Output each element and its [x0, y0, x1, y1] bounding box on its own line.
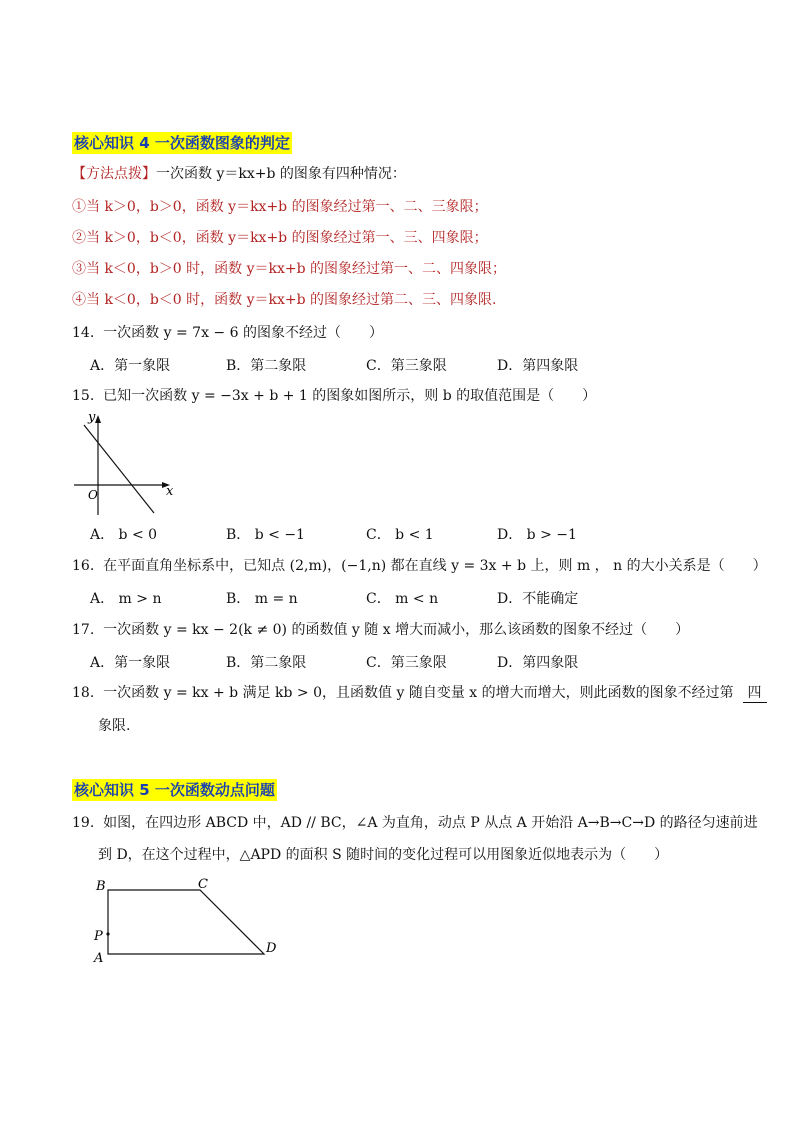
x-axis-label: x	[166, 484, 174, 499]
method-case-4: ④当 k＜0，b＜0 时，函数 y＝kx+b 的图象经过第二、三、四象限.	[72, 292, 497, 308]
question-number: 15.	[72, 388, 95, 404]
q15-option-c[interactable]: C． b < 1	[366, 527, 434, 543]
method-case-3: ③当 k＜0，b＞0 时，函数 y＝kx+b 的图象经过第一、二、四象限；	[72, 261, 507, 277]
method-case-2: ②当 k＞0，b＜0，函数 y＝kx+b 的图象经过第一、三、四象限；	[72, 230, 488, 246]
q17-option-d[interactable]: D．第四象限	[497, 655, 579, 671]
q17-option-c[interactable]: C．第三象限	[366, 655, 447, 671]
section-heading-4: 核心知识 4 一次函数图象的判定	[74, 134, 290, 152]
y-axis-label: y	[88, 410, 96, 425]
question-text: 一次函数 y = 7x − 6 的图象不经过（ ）	[103, 325, 383, 341]
question-number: 17.	[72, 622, 95, 638]
question-19	[72, 814, 758, 832]
question-number: 14.	[72, 325, 95, 341]
question-18	[72, 684, 767, 703]
q14-option-c[interactable]: C．第三象限	[366, 358, 447, 374]
question-text: 一次函数 y = kx − 2(k ≠ 0) 的函数值 y 随 x 增大而减小，那么该函数的图象不经过（ ）	[103, 622, 690, 638]
question-number: 19.	[72, 815, 95, 831]
question-text: 已知一次函数 y = −3x + b + 1 的图象如图所示，则 b 的取值范围是（ ）	[103, 388, 597, 404]
q16-option-b[interactable]: B． m = n	[226, 591, 298, 607]
label-d: D	[266, 941, 277, 956]
trapezoid-abcd	[108, 890, 264, 954]
method-case-1: ①当 k＞0，b＞0，函数 y＝kx+b 的图象经过第一、二、三象限；	[72, 199, 488, 215]
q14-option-b[interactable]: B．第二象限	[226, 358, 307, 374]
question-text: 在平面直角坐标系中，已知点 (2,m)，(−1,n) 都在直线 y = 3x + b 上，则 m ， n 的大小关系是（ ）	[103, 558, 767, 574]
question-18-line2: 象限.	[98, 718, 131, 734]
q16-option-c[interactable]: C． m < n	[366, 591, 439, 607]
label-p: P	[94, 929, 103, 944]
question-16	[72, 557, 767, 575]
q17-option-a[interactable]: A．第一象限	[90, 655, 171, 671]
question-14	[72, 324, 383, 342]
section-heading-5: 核心知识 5 一次函数动点问题	[74, 781, 275, 799]
q19-figure	[88, 874, 288, 966]
q16-option-d[interactable]: D．不能确定	[497, 591, 579, 607]
method-intro-text: 一次函数 y＝kx+b 的图象有四种情况：	[156, 166, 406, 182]
q15-option-d[interactable]: D． b > −1	[497, 527, 577, 543]
q15-option-b[interactable]: B． b < −1	[226, 527, 305, 543]
q15-option-a[interactable]: A． b < 0	[90, 527, 158, 543]
question-15	[72, 387, 596, 405]
question-number: 18.	[72, 685, 95, 701]
point-p	[106, 932, 109, 935]
y-axis-arrow	[95, 415, 101, 423]
question-19-line2: 到 D，在这个过程中，△APD 的面积 S 随时间的变化过程可以用图象近似地表示为（ ）	[98, 847, 669, 863]
method-tag: 【方法点拨】	[72, 166, 156, 182]
q14-option-d[interactable]: D．第四象限	[497, 358, 579, 374]
question-number: 16.	[72, 558, 95, 574]
method-intro	[72, 165, 406, 183]
question-text: 一次函数 y = kx + b 满足 kb > 0，且函数值 y 随自变量 x 的增大而增大，则此函数的图象不经过第	[103, 685, 734, 701]
q17-option-b[interactable]: B．第二象限	[226, 655, 307, 671]
q15-graph	[68, 405, 188, 520]
answer-blank[interactable]: 四	[743, 684, 767, 703]
label-b: B	[96, 879, 106, 894]
question-text: 如图，在四边形 ABCD 中，AD // BC，∠A 为直角，动点 P 从点 A 开始沿 A→B→C→D 的路径匀速前进	[103, 815, 758, 831]
label-c: C	[198, 877, 208, 892]
origin-label: O	[88, 488, 98, 502]
label-a: A	[94, 951, 104, 966]
q14-option-a[interactable]: A．第一象限	[90, 358, 171, 374]
q16-option-a[interactable]: A． m > n	[90, 591, 162, 607]
question-17	[72, 621, 689, 639]
